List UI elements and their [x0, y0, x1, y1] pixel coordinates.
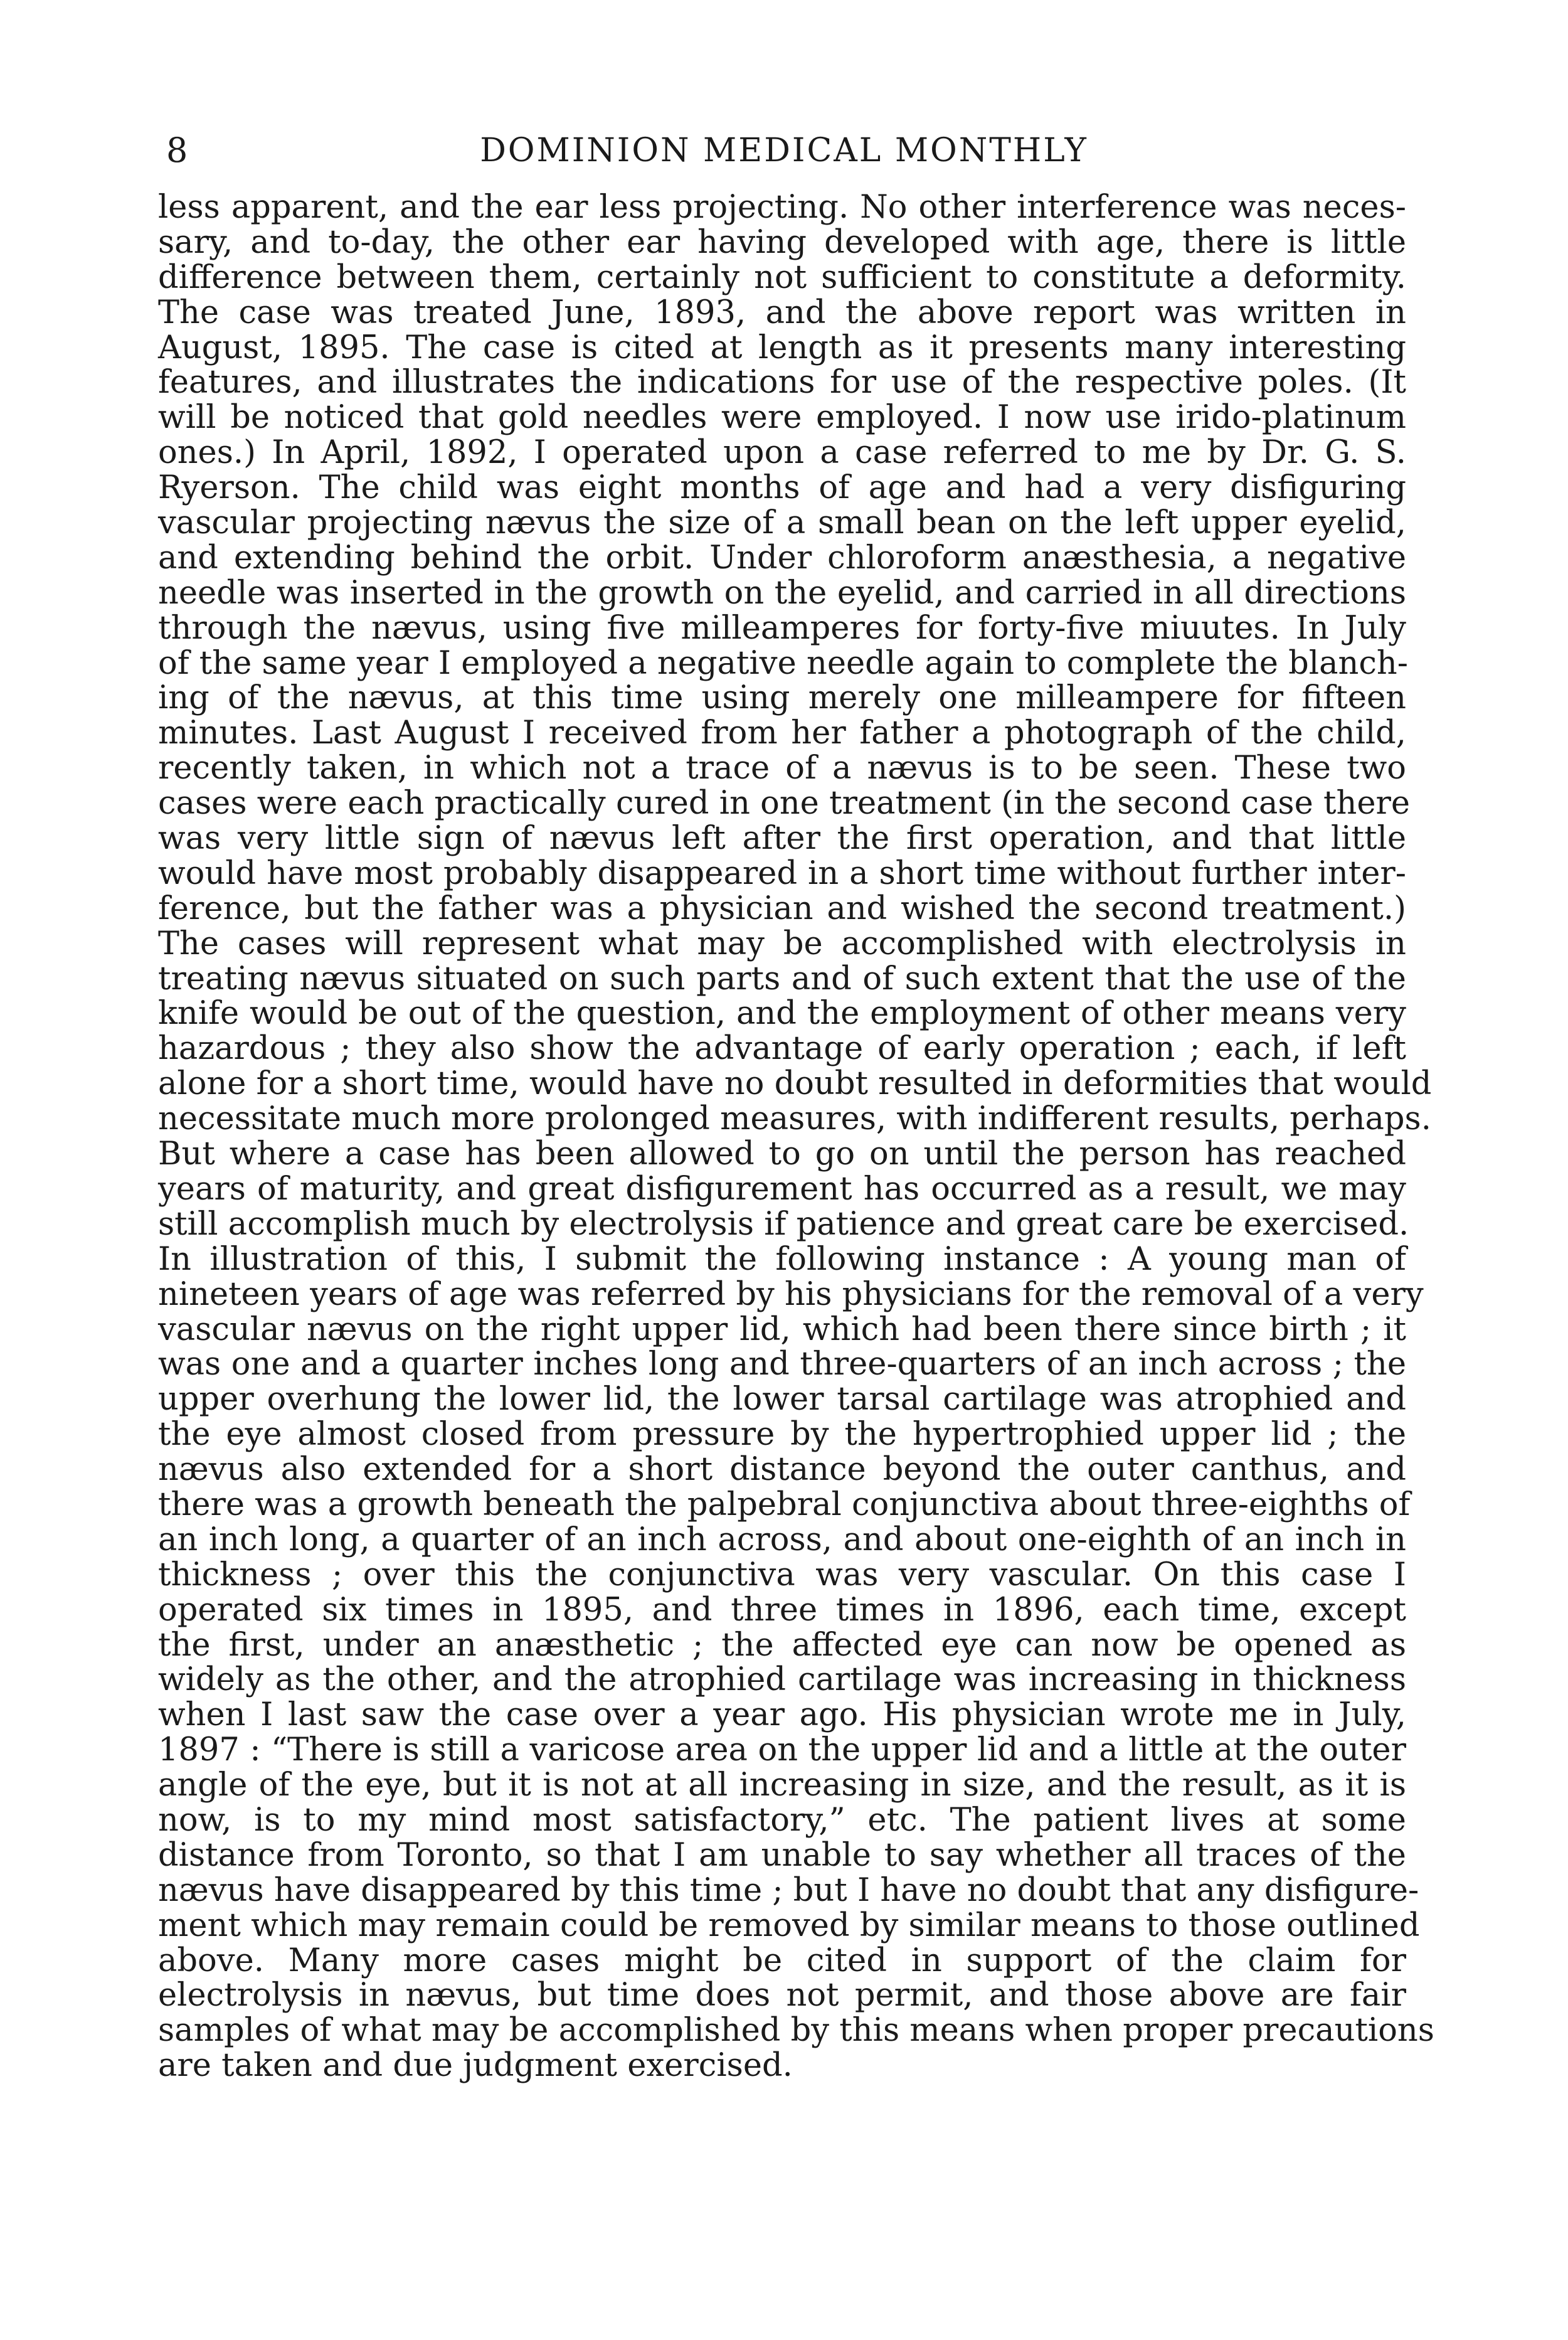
- text-line: ment which may remain could be removed by similar means to those outlined: [158, 1907, 1420, 1944]
- body-text: [158, 189, 1434, 2085]
- text-line: recently taken, in which not a trace of a nævus is to be seen. These two: [158, 750, 1406, 787]
- text-line: ing of the nævus, at this time using merely one milleampere for fifteen: [158, 679, 1406, 717]
- text-line: But where a case has been allowed to go on until the person has reached: [158, 1135, 1406, 1173]
- text-line: necessitate much more prolonged measures, with indifferent results, perhaps.: [158, 1100, 1431, 1138]
- running-head: DOMINION MEDICAL MONTHLY: [480, 132, 1088, 169]
- text-line: upper overhung the lower lid, the lower tarsal cartilage was atrophied and: [158, 1381, 1406, 1418]
- text-line: of the same year I employed a negative needle again to complete the blanch-: [158, 644, 1409, 682]
- text-line: knife would be out of the question, and the employment of other means very: [158, 995, 1406, 1033]
- text-line: hazardous ; they also show the advantage of early operation ; each, if left: [158, 1030, 1406, 1068]
- text-line: when I last saw the case over a year ago. His physician wrote me in July,: [158, 1696, 1406, 1734]
- text-line: was one and a quarter inches long and three-quarters of an inch across ; the: [158, 1346, 1406, 1383]
- text-line: treating nævus situated on such parts and of such extent that the use of the: [158, 960, 1406, 997]
- text-line: through the nævus, using five milleamperes for forty-five miuutes. In July: [158, 609, 1406, 647]
- text-line: widely as the other, and the atrophied cartilage was increasing in thickness: [158, 1661, 1406, 1699]
- text-line: are taken and due judgment exercised.: [158, 2047, 793, 2085]
- text-line: operated six times in 1895, and three times in 1896, each time, except: [158, 1591, 1406, 1629]
- text-line: still accomplish much by electrolysis if patience and great care be exercised.: [158, 1205, 1409, 1243]
- text-line: less apparent, and the ear less projecting. No other interference was neces-: [158, 189, 1406, 226]
- text-line: vascular nævus on the right upper lid, which had been there since birth ; it: [158, 1311, 1406, 1348]
- text-line: features, and illustrates the indications for use of the respective poles. (It: [158, 364, 1406, 402]
- text-line: ones.) In April, 1892, I operated upon a case referred to me by Dr. G. S.: [158, 434, 1406, 472]
- text-line: would have most probably disappeared in a short time without further inter-: [158, 854, 1406, 892]
- text-line: ference, but the father was a physician and wished the second treatment.): [158, 890, 1406, 927]
- text-line: an inch long, a quarter of an inch across, and about one-eighth of an inch in: [158, 1521, 1406, 1558]
- text-line: 1897 : “There is still a varicose area on the upper lid and a little at the outer: [158, 1731, 1406, 1769]
- text-line: years of maturity, and great disfigurement has occurred as a result, we may: [158, 1170, 1406, 1208]
- text-line: angle of the eye, but it is not at all increasing in size, and the result, as it is: [158, 1767, 1406, 1804]
- text-line: minutes. Last August I received from her father a photograph of the child,: [158, 715, 1406, 752]
- text-line: August, 1895. The case is cited at length as it presents many interesting: [158, 329, 1406, 366]
- page-header: [0, 129, 1568, 173]
- text-line: nævus also extended for a short distance beyond the outer canthus, and: [158, 1451, 1406, 1489]
- text-line: The cases will represent what may be accomplished with electrolysis in: [158, 925, 1406, 962]
- text-line: and extending behind the orbit. Under chloroform anæsthesia, a negative: [158, 539, 1406, 577]
- text-line: difference between them, certainly not sufficient to constitute a deformity.: [158, 258, 1406, 296]
- text-line: there was a growth beneath the palpebral conjunctiva about three-eighths of: [158, 1486, 1411, 1523]
- text-line: In illustration of this, I submit the following instance : A young man of: [158, 1240, 1406, 1278]
- text-line: thickness ; over this the conjunctiva was very vascular. On this case I: [158, 1556, 1406, 1593]
- text-line: alone for a short time, would have no doubt resulted in deformities that would: [158, 1065, 1432, 1103]
- text-line: sary, and to-day, the other ear having developed with age, there is little: [158, 223, 1406, 261]
- text-line: was very little sign of nævus left after the first operation, and that little: [158, 820, 1406, 858]
- text-line: electrolysis in nævus, but time does not permit, and those above are fair: [158, 1977, 1406, 2014]
- text-line: distance from Toronto, so that I am unable to say whether all traces of the: [158, 1836, 1406, 1874]
- text-line: nævus have disappeared by this time ; but I have no doubt that any disfigure-: [158, 1871, 1419, 1909]
- text-line: will be noticed that gold needles were employed. I now use irido-platinum: [158, 399, 1406, 437]
- text-line: the eye almost closed from pressure by the hypertrophied upper lid ; the: [158, 1416, 1406, 1454]
- text-line: now, is to my mind most satisfactory,” etc. The patient lives at some: [158, 1801, 1406, 1839]
- text-line: the first, under an anæsthetic ; the affected eye can now be opened as: [158, 1626, 1406, 1664]
- text-line: cases were each practically cured in one treatment (in the second case there: [158, 785, 1411, 822]
- text-line: The case was treated June, 1893, and the above report was written in: [158, 294, 1406, 331]
- text-line: above. Many more cases might be cited in support of the claim for: [158, 1942, 1406, 1979]
- text-line: samples of what may be accomplished by this means when proper precautions: [158, 2012, 1434, 2050]
- page-number: 8: [166, 130, 189, 170]
- text-line: vascular projecting nævus the size of a small bean on the left upper eyelid,: [158, 504, 1406, 542]
- text-line: Ryerson. The child was eight months of age and had a very disfiguring: [158, 469, 1406, 507]
- text-line: needle was inserted in the growth on the eyelid, and carried in all directions: [158, 574, 1406, 612]
- text-line: nineteen years of age was referred by his physicians for the removal of a very: [158, 1275, 1424, 1313]
